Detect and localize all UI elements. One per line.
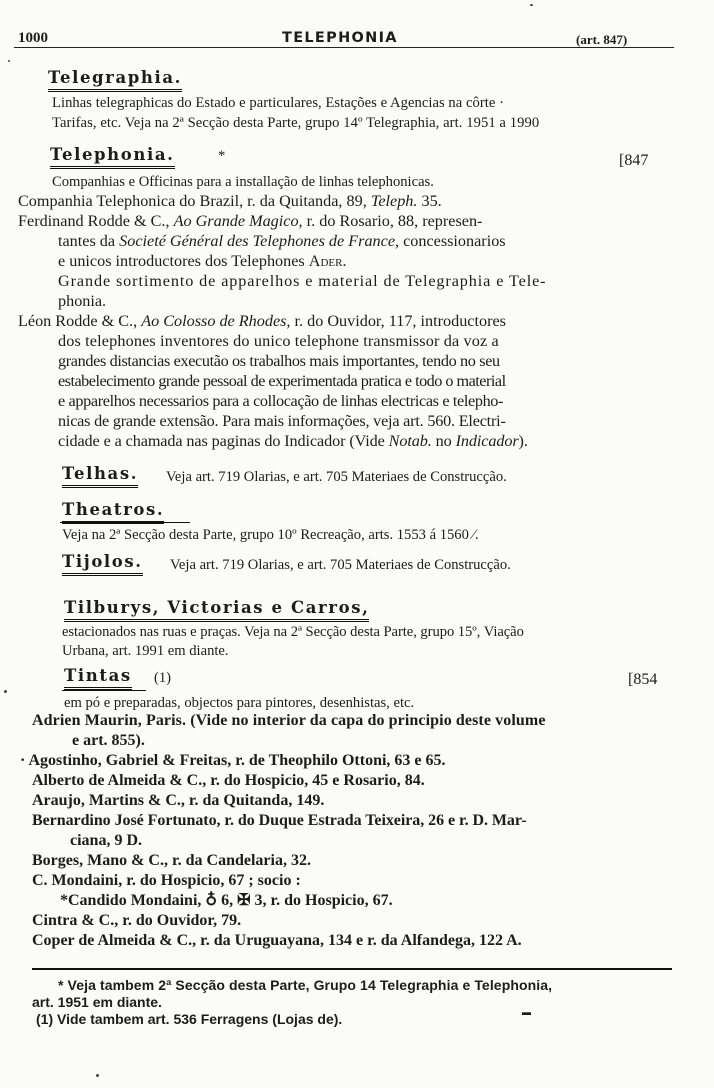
listing-text: cidade e a chamada nas paginas do Indicador (Vide [58,432,389,450]
listing-continuation: e art. 855). [72,732,145,749]
heading-telhas: Telhas. [62,464,138,488]
tijolos-text: Veja art. 719 Olarias, e art. 705 Materiaes de Construcção. [170,557,511,573]
listing-continuation: nicas de grande extensão. Para mais informações, veja art. 560. Electri- [58,412,506,430]
footnote-rule [32,968,672,970]
print-mark: ▬ [522,1007,531,1017]
listing-italic: Ao Colosso de Rhodes, [141,312,291,330]
tilburys-line: Urbana, art. 1991 em diante. [62,643,229,659]
heading-telegraphia: Telegraphia. [48,68,182,92]
heading-tijolos: Tijolos. [62,552,143,576]
print-speck [4,690,7,693]
section-code: [854 [628,671,658,688]
tilburys-line: estacionados nas ruas e praças. Veja na 2ª Secção desta Parte, grupo 15º, Viação [62,624,524,640]
listing-italic: Indicador [455,432,519,450]
heading-telephonia [50,145,175,169]
heading-tilburys: Tilburys, Victorias e Carros, [64,598,369,622]
listing-text: r. do Rosario, 88, represen- [302,212,483,230]
listing-companhia-telephonica [18,191,442,212]
listing-text: e unicos introductores dos Telephones [58,252,309,270]
listing-text: concessionarios [399,232,506,250]
listing-araujo-martins: Araujo, Martins & C., r. da Quitanda, 149. [32,792,325,809]
listing-italic: Teleph. [370,192,418,210]
listing-alberto-almeida: Alberto de Almeida & C., r. do Hospicio, 45 e Rosario, 84. [32,772,425,789]
footnote: (1) Vide tambem art. 536 Ferragens (Lojas de). [36,1011,343,1027]
listing-continuation [58,431,528,452]
listing-cintra: Cintra & C., r. do Ouvidor, 79. [32,912,242,929]
section-intro: Companhias e Officinas para a installação de linhas telephonicas. [52,174,434,190]
listing-italic: Ao Grande Magico, [173,212,303,230]
listing-ferdinand-rodde [18,211,482,232]
heading-tintas: Tintas [64,666,132,690]
listing-candido-mondaini: *Candido Mondaini, ♁ 6, ✠ 3, r. do Hospicio, 67. [60,892,393,909]
listing-text: Companhia Telephonica do Brazil, r. da Quitanda, 89, [18,192,371,210]
listing-text: 35. [417,192,442,210]
listing-c-mondaini: C. Mondaini, r. do Hospicio, 67 ; socio : [32,872,301,889]
listing-italic: Notab. [388,432,432,450]
listing-continuation: Grande sortimento de apparelhos e material de Telegraphia e Tele- [58,272,547,290]
section-code: [847 [619,152,649,169]
listing-text: r. do Ouvidor, 117, introductores [290,312,506,330]
page-title: TELEPHONIA [282,30,398,46]
footnote-marker: * [218,148,226,164]
listing-bernardino: Bernardino José Fortunato, r. do Duque Estrada Teixeira, 26 e r. D. Mar- [32,812,527,829]
listing-italic: Societé Général des Telephones de France, [119,232,400,250]
print-speck [530,4,533,6]
theatros-text: Veja na 2ª Secção desta Parte, grupo 10º Recreação, arts. 1553 á 1560 ⁄. [62,527,479,543]
listing-leon-rodde [18,311,506,332]
heading-theatros: Theatros. [62,500,164,524]
listing-continuation [58,251,347,272]
heading-telephonia-text: Telephonia. [50,145,175,164]
section-intro: em pó e preparadas, objectos para pintores, desenhistas, etc. [64,695,415,711]
listing-borges-mano: Borges, Mano & C., r. da Candelaria, 32. [32,852,311,869]
listing-continuation: ciana, 9 D. [70,832,142,849]
footnote: art. 1951 em diante. [32,994,162,1010]
heading-rule [60,522,190,523]
heading-rule [62,690,146,691]
telegraphia-line: Tarifas, etc. Veja na 2ª Secção desta Parte, grupo 14º Telegraphia, art. 1951 a 1990 [52,115,540,131]
listing-continuation: estabelecimento grande pessoal de experimentada pratica e todo o material [58,372,506,390]
header-rule [14,47,674,48]
listing-text: Ferdinand Rodde & C., [18,212,174,230]
listing-continuation [58,231,506,252]
listing-continuation: grandes distancias executão os trabalhos mais importantes, tendo no seu [58,352,500,370]
telegraphia-line: Linhas telegraphicas do Estado e particulares, Estações e Agencias na côrte · [52,95,505,111]
print-speck [8,60,10,62]
listing-adrien-maurin: Adrien Maurin, Paris. (Vide no interior da capa do principio deste volume [32,712,546,729]
footnote: * Veja tambem 2ª Secção desta Parte, Grupo 14 Telegraphia e Telephonia, [58,977,553,993]
listing-continuation: e apparelhos necessarios para a collocação de linhas electricas e telepho- [58,392,504,410]
telhas-text: Veja art. 719 Olarias, e art. 705 Materiaes de Construcção. [166,469,507,485]
listing-text: no [431,432,456,450]
print-speck [96,1074,99,1077]
listing-coper-almeida: Coper de Almeida & C., r. da Uruguayana, 134 e r. da Alfandega, 122 A. [32,932,522,949]
listing-text: tantes da [58,232,120,250]
listing-text: ). [518,432,528,450]
listing-smallcaps: Ader. [308,252,347,270]
listing-continuation: phonia. [58,292,107,310]
listing-agostinho: · Agostinho, Gabriel & Freitas, r. de Theophilo Ottoni, 63 e 65. [20,752,446,769]
footnote-marker: (1) [154,670,172,686]
listing-continuation: dos telephones inventores do unico telephone transmissor da voz a [58,332,499,350]
listing-text: Léon Rodde & C., [18,312,142,330]
article-reference: (art. 847) [576,32,628,47]
page-number: 1000 [18,30,48,46]
